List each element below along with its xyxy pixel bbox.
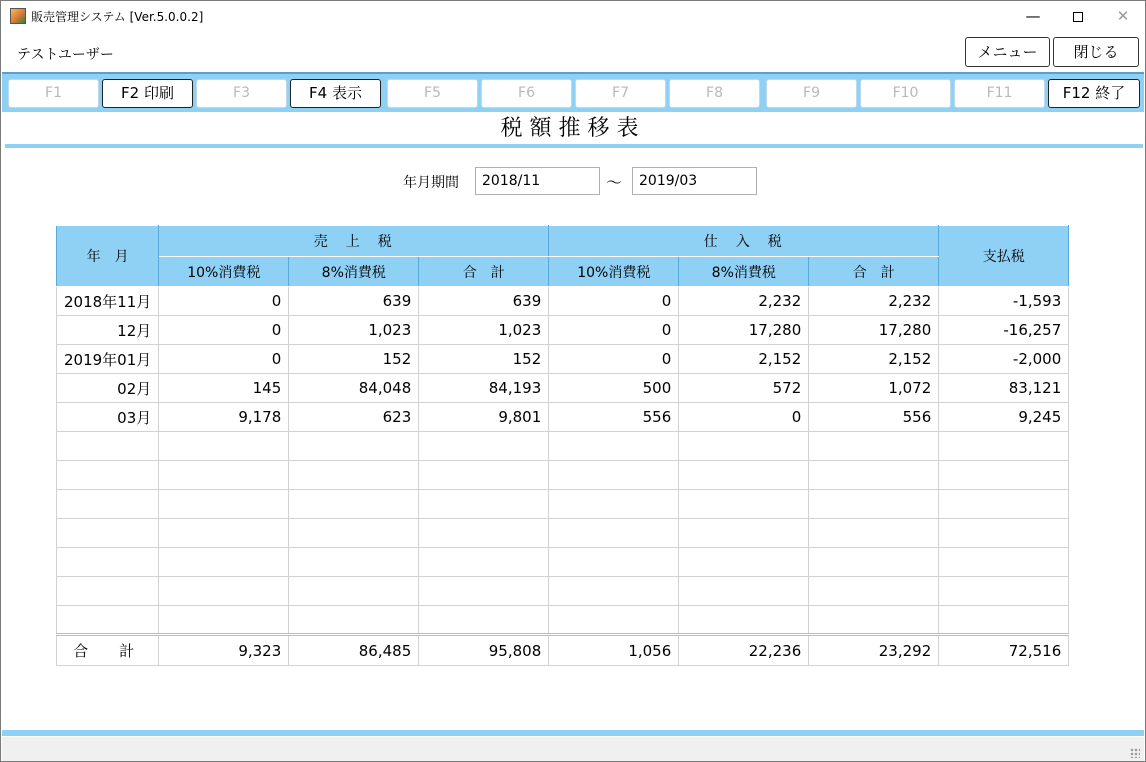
period-to-input[interactable] bbox=[632, 167, 757, 195]
cell-purchase-total: 2,232 bbox=[809, 287, 939, 316]
cell-sales-total: 639 bbox=[419, 287, 549, 316]
cell-payment-tax: -2,000 bbox=[939, 345, 1069, 374]
fkey-f12-exit[interactable]: F12 終了 bbox=[1048, 79, 1140, 108]
cell-purchase-10pct bbox=[549, 606, 679, 635]
fkey-f1: F1 bbox=[8, 79, 99, 108]
fkey-f9: F9 bbox=[766, 79, 857, 108]
cell-sales-total bbox=[419, 519, 549, 548]
table-row bbox=[57, 577, 1069, 606]
cell-purchase-8pct: 2,232 bbox=[679, 287, 809, 316]
cell-purchase-total: 556 bbox=[809, 403, 939, 432]
cell-sales-8pct: 639 bbox=[289, 287, 419, 316]
cell-sales-8pct bbox=[289, 519, 419, 548]
table-row bbox=[57, 490, 1069, 519]
cell-purchase-8pct bbox=[679, 461, 809, 490]
table-row bbox=[57, 374, 1069, 403]
header-sales-tax: 売 上 税 bbox=[159, 226, 549, 257]
cell-purchase-8pct bbox=[679, 519, 809, 548]
fkey-f11: F11 bbox=[954, 79, 1045, 108]
cell-purchase-8pct bbox=[679, 432, 809, 461]
cell-sales-10pct: 0 bbox=[159, 316, 289, 345]
cell-sales-10pct: 0 bbox=[159, 287, 289, 316]
cell-sales-total bbox=[419, 461, 549, 490]
header-sales-10pct: 10%消費税 bbox=[159, 257, 289, 287]
total-purchase-10pct: 1,056 bbox=[549, 635, 679, 666]
table-row bbox=[57, 432, 1069, 461]
cell-payment-tax bbox=[939, 548, 1069, 577]
status-bar bbox=[2, 737, 1144, 761]
cell-purchase-10pct: 556 bbox=[549, 403, 679, 432]
cell-purchase-8pct: 17,280 bbox=[679, 316, 809, 345]
fkey-f3: F3 bbox=[196, 79, 287, 108]
cell-purchase-total bbox=[809, 577, 939, 606]
cell-payment-tax bbox=[939, 519, 1069, 548]
header-payment-tax: 支払税 bbox=[939, 226, 1069, 287]
cell-month: 12月 bbox=[57, 316, 159, 345]
cell-purchase-10pct bbox=[549, 548, 679, 577]
cell-payment-tax bbox=[939, 461, 1069, 490]
header-sales-8pct: 8%消費税 bbox=[289, 257, 419, 287]
cell-payment-tax: 9,245 bbox=[939, 403, 1069, 432]
cell-month bbox=[57, 519, 159, 548]
cell-payment-tax bbox=[939, 490, 1069, 519]
cell-purchase-10pct bbox=[549, 432, 679, 461]
cell-purchase-8pct: 0 bbox=[679, 403, 809, 432]
cell-sales-8pct bbox=[289, 548, 419, 577]
cell-purchase-total bbox=[809, 432, 939, 461]
header-purchase-8pct: 8%消費税 bbox=[679, 257, 809, 287]
cell-purchase-total bbox=[809, 606, 939, 635]
cell-purchase-8pct bbox=[679, 490, 809, 519]
window-title: 販売管理システム [Ver.5.0.0.2] bbox=[31, 10, 204, 24]
cell-sales-total bbox=[419, 548, 549, 577]
cell-sales-8pct bbox=[289, 490, 419, 519]
minimize-button[interactable]: — bbox=[1025, 7, 1041, 25]
maximize-button[interactable] bbox=[1055, 1, 1101, 31]
close-button[interactable]: 閉じる bbox=[1053, 37, 1139, 67]
cell-sales-8pct: 1,023 bbox=[289, 316, 419, 345]
table-row bbox=[57, 548, 1069, 577]
cell-purchase-8pct bbox=[679, 577, 809, 606]
cell-purchase-8pct bbox=[679, 606, 809, 635]
fkey-f5: F5 bbox=[387, 79, 478, 108]
cell-sales-total bbox=[419, 432, 549, 461]
fkey-f7: F7 bbox=[575, 79, 666, 108]
bottom-divider bbox=[2, 730, 1144, 736]
cell-purchase-10pct: 500 bbox=[549, 374, 679, 403]
cell-sales-total: 152 bbox=[419, 345, 549, 374]
title-divider bbox=[5, 144, 1143, 148]
table-row bbox=[57, 316, 1069, 345]
cell-purchase-8pct: 2,152 bbox=[679, 345, 809, 374]
fkey-f4-display[interactable]: F4 表示 bbox=[290, 79, 381, 108]
page-title: 税額推移表 bbox=[500, 116, 646, 141]
cell-sales-8pct: 84,048 bbox=[289, 374, 419, 403]
cell-purchase-total bbox=[809, 490, 939, 519]
cell-purchase-total: 17,280 bbox=[809, 316, 939, 345]
resize-grip-icon[interactable] bbox=[1130, 748, 1140, 758]
cell-month bbox=[57, 548, 159, 577]
total-sales-8pct: 86,485 bbox=[289, 635, 419, 666]
function-key-bar bbox=[2, 72, 1144, 112]
cell-payment-tax bbox=[939, 577, 1069, 606]
period-from-input[interactable] bbox=[475, 167, 600, 195]
fkey-f2-print[interactable]: F2 印刷 bbox=[102, 79, 193, 108]
cell-month: 03月 bbox=[57, 403, 159, 432]
user-name: テストユーザー bbox=[17, 47, 114, 63]
cell-sales-total: 1,023 bbox=[419, 316, 549, 345]
cell-month bbox=[57, 432, 159, 461]
total-purchase-8pct: 22,236 bbox=[679, 635, 809, 666]
fkey-f10: F10 bbox=[860, 79, 951, 108]
cell-purchase-total bbox=[809, 519, 939, 548]
cell-payment-tax bbox=[939, 432, 1069, 461]
cell-sales-10pct bbox=[159, 519, 289, 548]
cell-sales-10pct: 0 bbox=[159, 345, 289, 374]
cell-sales-total bbox=[419, 577, 549, 606]
cell-sales-10pct: 9,178 bbox=[159, 403, 289, 432]
cell-sales-8pct: 623 bbox=[289, 403, 419, 432]
cell-sales-10pct bbox=[159, 490, 289, 519]
table-row bbox=[57, 403, 1069, 432]
cell-purchase-8pct: 572 bbox=[679, 374, 809, 403]
cell-month: 2018年11月 bbox=[57, 287, 159, 316]
header-purchase-tax: 仕 入 税 bbox=[549, 226, 939, 257]
cell-purchase-total: 1,072 bbox=[809, 374, 939, 403]
cell-payment-tax: -16,257 bbox=[939, 316, 1069, 345]
cell-purchase-10pct: 0 bbox=[549, 345, 679, 374]
cell-sales-8pct bbox=[289, 606, 419, 635]
header-purchase-total: 合 計 bbox=[809, 257, 939, 287]
maximize-icon bbox=[1073, 12, 1083, 22]
cell-purchase-10pct bbox=[549, 577, 679, 606]
header-month: 年 月 bbox=[57, 226, 159, 287]
total-payment-tax: 72,516 bbox=[939, 635, 1069, 666]
cell-purchase-10pct: 0 bbox=[549, 316, 679, 345]
total-sales-10pct: 9,323 bbox=[159, 635, 289, 666]
cell-payment-tax bbox=[939, 606, 1069, 635]
cell-sales-10pct bbox=[159, 577, 289, 606]
cell-month bbox=[57, 606, 159, 635]
total-sales-total: 95,808 bbox=[419, 635, 549, 666]
cell-month: 02月 bbox=[57, 374, 159, 403]
cell-month bbox=[57, 577, 159, 606]
total-purchase-total: 23,292 bbox=[809, 635, 939, 666]
cell-purchase-total: 2,152 bbox=[809, 345, 939, 374]
close-window-button[interactable]: ✕ bbox=[1116, 7, 1130, 25]
cell-purchase-total bbox=[809, 461, 939, 490]
cell-purchase-10pct: 0 bbox=[549, 287, 679, 316]
cell-month bbox=[57, 490, 159, 519]
cell-payment-tax: 83,121 bbox=[939, 374, 1069, 403]
menu-button[interactable]: メニュー bbox=[965, 37, 1050, 67]
cell-sales-10pct: 145 bbox=[159, 374, 289, 403]
header-purchase-10pct: 10%消費税 bbox=[549, 257, 679, 287]
table-row bbox=[57, 287, 1069, 316]
total-label: 合 計 bbox=[57, 635, 159, 666]
cell-sales-10pct bbox=[159, 606, 289, 635]
cell-purchase-10pct bbox=[549, 461, 679, 490]
fkey-f6: F6 bbox=[481, 79, 572, 108]
cell-sales-8pct bbox=[289, 461, 419, 490]
cell-sales-total: 84,193 bbox=[419, 374, 549, 403]
cell-sales-8pct bbox=[289, 577, 419, 606]
table-row bbox=[57, 519, 1069, 548]
cell-purchase-8pct bbox=[679, 548, 809, 577]
cell-payment-tax: -1,593 bbox=[939, 287, 1069, 316]
total-row bbox=[57, 635, 1069, 666]
cell-purchase-10pct bbox=[549, 490, 679, 519]
period-label: 年月期間 bbox=[403, 175, 459, 191]
cell-sales-8pct bbox=[289, 432, 419, 461]
tax-trend-table bbox=[56, 225, 1069, 666]
title-bar bbox=[1, 1, 1145, 31]
cell-month bbox=[57, 461, 159, 490]
fkey-f8: F8 bbox=[669, 79, 760, 108]
cell-purchase-total bbox=[809, 548, 939, 577]
cell-sales-8pct: 152 bbox=[289, 345, 419, 374]
cell-sales-total bbox=[419, 490, 549, 519]
cell-sales-total bbox=[419, 606, 549, 635]
cell-sales-total: 9,801 bbox=[419, 403, 549, 432]
table-row bbox=[57, 606, 1069, 635]
table-row bbox=[57, 345, 1069, 374]
cell-month: 2019年01月 bbox=[57, 345, 159, 374]
cell-sales-10pct bbox=[159, 461, 289, 490]
cell-sales-10pct bbox=[159, 548, 289, 577]
header-sales-total: 合 計 bbox=[419, 257, 549, 287]
app-logo-icon bbox=[10, 8, 26, 24]
table-row bbox=[57, 461, 1069, 490]
cell-sales-10pct bbox=[159, 432, 289, 461]
cell-purchase-10pct bbox=[549, 519, 679, 548]
period-separator: ～ bbox=[606, 173, 623, 192]
